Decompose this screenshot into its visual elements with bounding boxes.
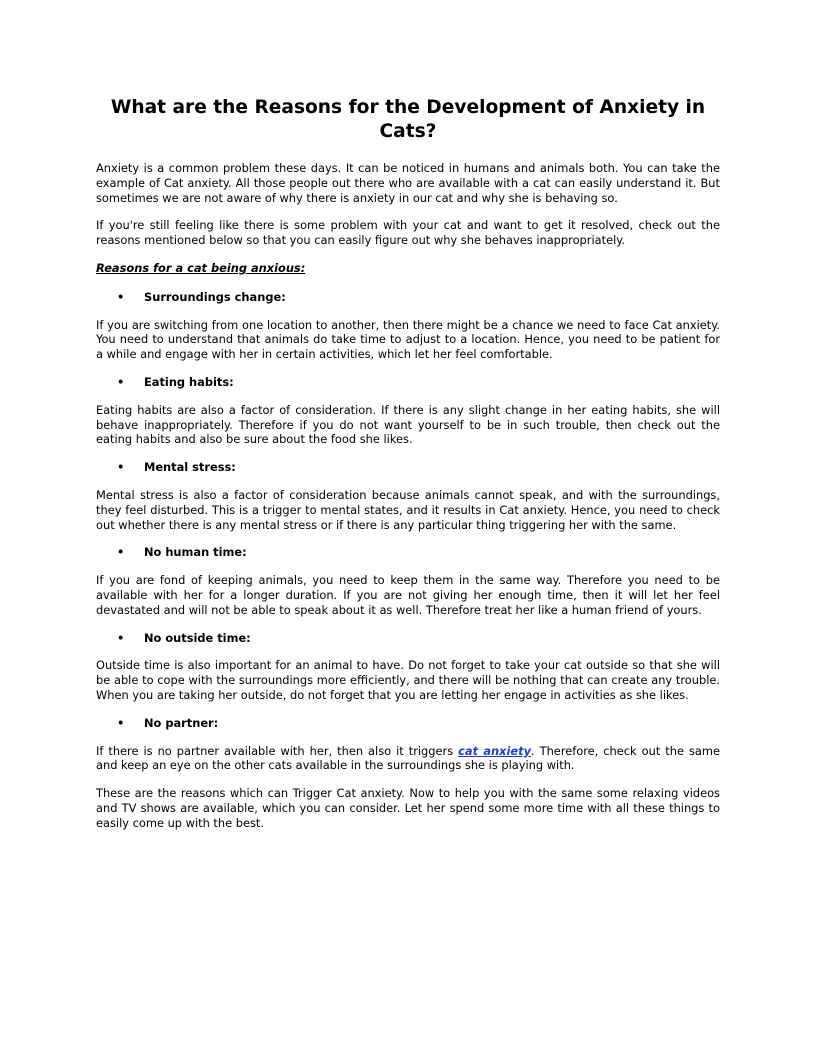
section-body: Outside time is also important for an animal to have. Do not forget to take your cat outside so that she will be able to cope with the surroundings more efficiently, and there will be nothing that can create any trouble. When you are taking her outside, do not forget that you are letting her engage in activities as she likes. — [96, 658, 720, 702]
section-body: If you are fond of keeping animals, you need to keep them in the same way. Therefore you need to be available with her for a longer duration. If you are not giving her enough time, then it will let her feel devastated and will not be able to speak about it as well. Therefore treat her like a human friend of yours. — [96, 573, 720, 617]
closing-paragraph: These are the reasons which can Trigger Cat anxiety. Now to help you with the same some relaxing videos and TV shows are available, which you can consider. Let her spend some more time with all these things to easily come up with the best. — [96, 786, 720, 830]
page-title: What are the Reasons for the Development of Anxiety in Cats? — [110, 97, 706, 142]
reasons-subheading: Reasons for a cat being anxious: — [96, 260, 306, 275]
section-heading — [96, 716, 720, 731]
section-heading — [96, 460, 720, 475]
section-heading-text: Surroundings change: — [144, 289, 286, 304]
section-body: Eating habits are also a factor of consideration. If there is any slight change in her eating habits, she will behave inappropriately. Therefore if you do not want yourself to be in such trouble, then check out the eating habits and also be sure about the food she likes. — [96, 402, 720, 447]
section-body-text: If there is no partner available with her, then also it triggers — [96, 743, 454, 758]
section-heading-list — [96, 375, 720, 390]
section-body — [96, 744, 720, 774]
section-heading — [96, 290, 720, 305]
document-page — [96, 96, 720, 844]
section-heading-text: No partner: — [144, 715, 219, 730]
bullet-icon: • — [117, 374, 125, 389]
section-heading-list — [96, 716, 720, 731]
section-heading-text: No human time: — [144, 545, 247, 560]
section-heading-text: Mental stress: — [144, 460, 236, 475]
bullet-icon: • — [117, 460, 125, 475]
section-heading-list — [96, 460, 720, 475]
section-body-text: . Therefore, check out the same and keep an eye on the other cats available in the surroundings she is playing with. — [96, 743, 721, 773]
bullet-icon: • — [117, 715, 125, 730]
section-heading-list — [96, 631, 720, 646]
intro-paragraph-1: Anxiety is a common problem these days. It can be noticed in humans and animals both. You can take the example of Cat anxiety. All those people out there who are available with a cat can easily understand it. But sometimes we are not aware of why there is anxiety in our cat and why she is behaving so. — [96, 161, 720, 205]
section-body: Mental stress is also a factor of consideration because animals cannot speak, and with the surroundings, they feel disturbed. This is a trigger to mental states, and it results in Cat anxiety. Hence, you need to check out whether there is any mental stress or if there is any particular thing triggering her with the same. — [96, 487, 720, 532]
section-body: If you are switching from one location to another, then there might be a chance we need to face Cat anxiety. You need to understand that animals do take time to adjust to a location. Hence, you need to be patient for a while and engage with her in certain activities, which let her feel comfortable. — [96, 317, 720, 362]
bullet-icon: • — [117, 545, 125, 560]
section-heading-list — [96, 545, 720, 560]
cat-anxiety-link[interactable]: cat anxiety — [458, 743, 532, 758]
section-heading-text: Eating habits: — [144, 374, 234, 389]
bullet-icon: • — [117, 289, 125, 304]
section-heading — [96, 631, 720, 646]
section-heading-list — [96, 290, 720, 305]
section-heading — [96, 375, 720, 390]
section-heading — [96, 545, 720, 560]
section-heading-text: No outside time: — [144, 630, 251, 645]
intro-paragraph-2: If you're still feeling like there is some problem with your cat and want to get it resolved, check out the reasons mentioned below so that you can easily figure out why she behaves inappropriately. — [96, 218, 720, 248]
bullet-icon: • — [117, 630, 125, 645]
